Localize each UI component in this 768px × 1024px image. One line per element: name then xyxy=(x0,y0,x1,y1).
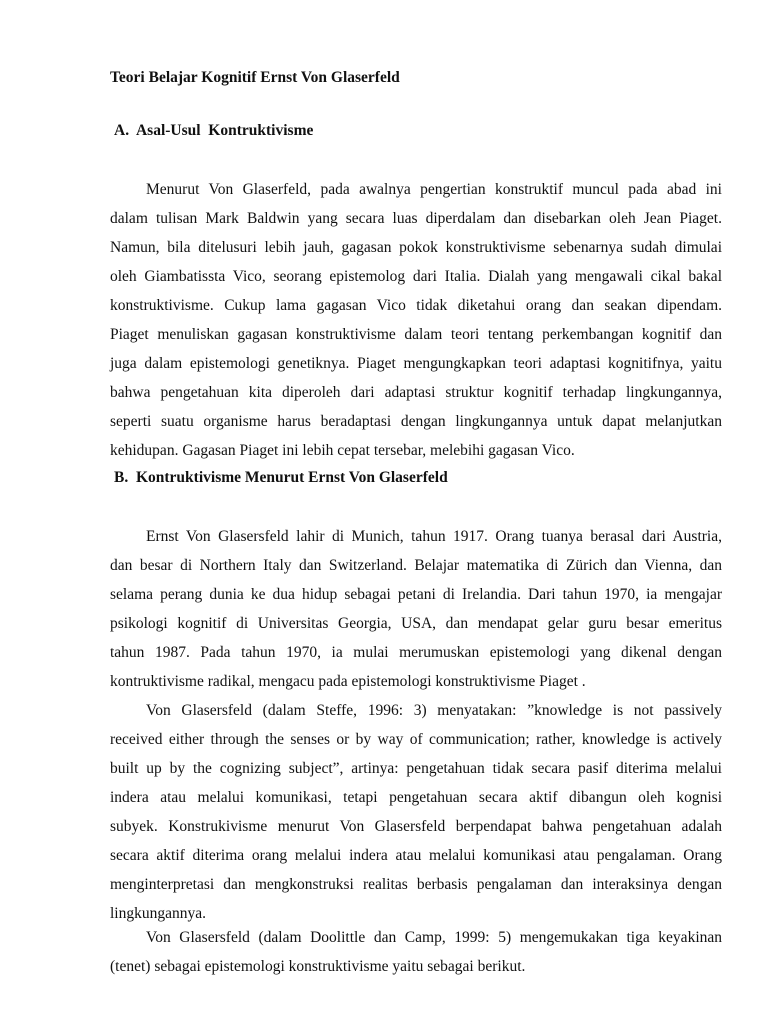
paragraph-line: selama perang dunia ke dua hidup sebagai petani di Irelandia. Dari tahun 1970, ia mengajar xyxy=(110,586,722,603)
paragraph-line: oleh Giambatissta Vico, seorang epistemolog dari Italia. Dialah yang mengawali cikal bakal xyxy=(110,268,722,285)
section-b-paragraph-3 xyxy=(110,923,722,981)
paragraph-line: juga dalam epistemologi genetiknya. Piaget mengungkapkan teori adaptasi kognitifnya, yaitu xyxy=(110,355,722,372)
paragraph-line: secara aktif diterima orang melalui indera atau melalui komunikasi atau pengalaman. Orang xyxy=(110,847,722,864)
paragraph-line: Von Glasersfeld (dalam Doolittle dan Camp, 1999: 5) mengemukakan tiga keyakinan xyxy=(146,929,722,946)
paragraph-line: menginterpretasi dan mengkonstruksi realitas berbasis pengalaman dan interaksinya dengan xyxy=(110,876,722,893)
paragraph-line: Namun, bila ditelusuri lebih jauh, gagasan pokok konstruktivisme sebenarnya sudah dimulai xyxy=(110,239,722,256)
paragraph-line: konstruktivisme. Cukup lama gagasan Vico tidak diketahui orang dan seakan dipendam. xyxy=(110,297,722,314)
section-b-paragraph-1 xyxy=(110,522,722,696)
paragraph-line: indera atau melalui komunikasi, tetapi pengetahuan secara aktif dibangun oleh kognisi xyxy=(110,789,722,806)
section-b-heading: B. Kontruktivisme Menurut Ernst Von Glaserfeld xyxy=(114,469,448,486)
paragraph-line: bahwa pengetahuan kita diperoleh dari adaptasi struktur kognitif terhadap lingkungannya, xyxy=(110,384,722,401)
paragraph-line: kehidupan. Gagasan Piaget ini lebih cepat tersebar, melebihi gagasan Vico. xyxy=(110,442,575,459)
paragraph-line: seperti suatu organisme harus beradaptasi dengan lingkungannya untuk dapat melanjutkan xyxy=(110,413,722,430)
section-a-heading: A. Asal-Usul Kontruktivisme xyxy=(114,122,314,139)
paragraph-line: built up by the cognizing subject”, artinya: pengetahuan tidak secara pasif diterima melalui xyxy=(110,760,722,777)
paragraph-line: Ernst Von Glasersfeld lahir di Munich, tahun 1917. Orang tuanya berasal dari Austria, xyxy=(146,528,722,545)
paragraph-line: Menurut Von Glaserfeld, pada awalnya pengertian konstruktif muncul pada abad ini xyxy=(146,181,722,198)
section-a-paragraph-1 xyxy=(110,175,722,465)
paragraph-line: dan besar di Northern Italy dan Switzerland. Belajar matematika di Zürich dan Vienna, dan xyxy=(110,557,722,574)
paragraph-line: dalam tulisan Mark Baldwin yang secara luas diperdalam dan disebarkan oleh Jean Piaget. xyxy=(110,210,722,227)
paragraph-line: (tenet) sebagai epistemologi konstruktivisme yaitu sebagai berikut. xyxy=(110,958,526,975)
paragraph-line: psikologi kognitif di Universitas Georgia, USA, dan mendapat gelar guru besar emeritus xyxy=(110,615,722,632)
paragraph-line: Piaget menuliskan gagasan konstruktivisme dalam teori tentang perkembangan kognitif dan xyxy=(110,326,722,343)
paragraph-line: received either through the senses or by way of communication; rather, knowledge is actively xyxy=(110,731,722,748)
paragraph-line: tahun 1987. Pada tahun 1970, ia mulai merumuskan epistemologi yang dikenal dengan xyxy=(110,644,722,661)
section-b-paragraph-2 xyxy=(110,696,722,928)
paragraph-line: Von Glasersfeld (dalam Steffe, 1996: 3) menyatakan: ”knowledge is not passively xyxy=(146,702,722,719)
paragraph-line: subyek. Konstrukivisme menurut Von Glasersfeld berpendapat bahwa pengetahuan adalah xyxy=(110,818,722,835)
paragraph-line: kontruktivisme radikal, mengacu pada epistemologi konstruktivisme Piaget . xyxy=(110,673,586,690)
paragraph-line: lingkungannya. xyxy=(110,905,206,922)
document-title: Teori Belajar Kognitif Ernst Von Glaserfeld xyxy=(110,69,400,86)
